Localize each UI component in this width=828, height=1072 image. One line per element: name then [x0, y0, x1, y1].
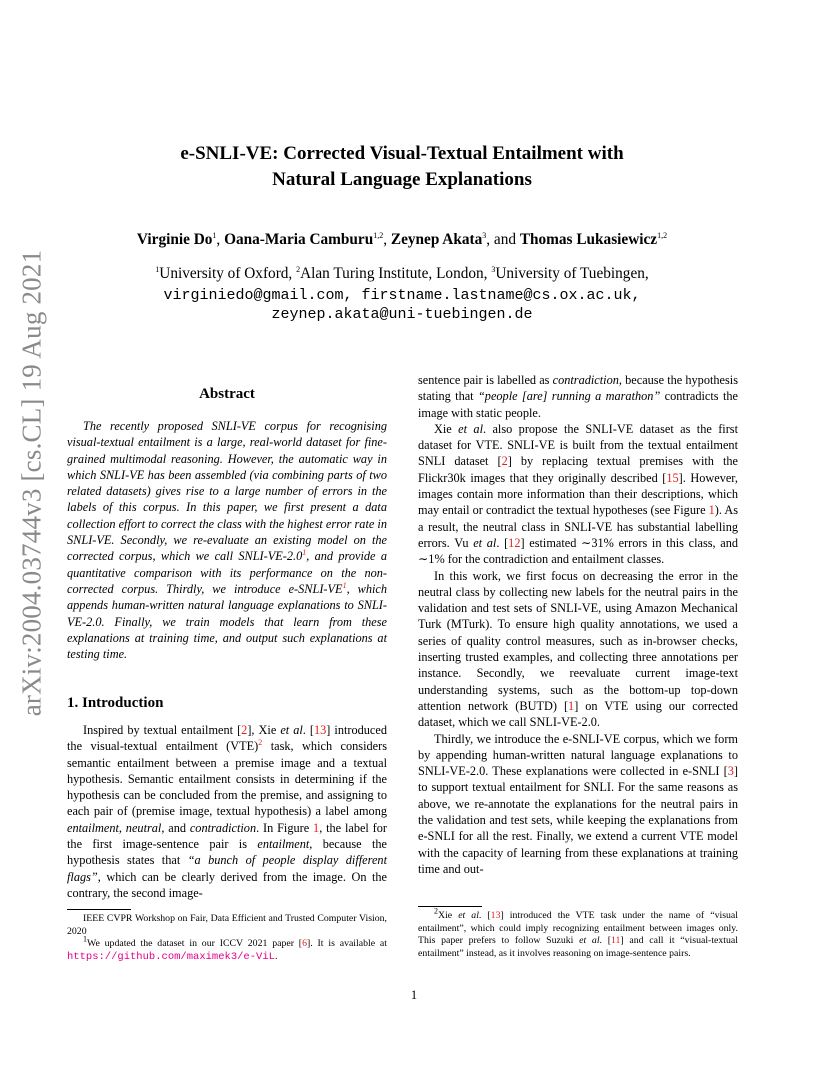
- body-text: , which can be clearly derived from the image. On the contrary, the second image-: [67, 869, 387, 900]
- abstract-heading: Abstract: [199, 386, 255, 402]
- body-text: , the label for the first image-sentence pair is: [67, 820, 388, 852]
- body-text: Inspired by textual entailment [: [83, 723, 242, 737]
- body-text: ] estimated ∼31% errors in this class, and ∼1% for the contradiction and entailment classes.: [418, 535, 739, 567]
- author-affiliation-sup: 1,2: [657, 230, 668, 240]
- arxiv-identifier: arXiv:2004.03744v3 [cs.CL] 19 Aug 2021: [16, 249, 47, 717]
- author-name: Thomas Lukasiewicz: [519, 231, 658, 248]
- footnote-text: We updated the dataset in our ICCV 2021 paper [: [87, 938, 303, 950]
- citation-link[interactable]: 13: [313, 723, 327, 737]
- footnote-text: . [: [478, 910, 491, 921]
- footnote-number: 2: [434, 906, 438, 916]
- citation-link[interactable]: 6: [302, 938, 307, 950]
- body-text-italic: “people [are] running a marathon”: [477, 389, 661, 404]
- affiliation-oxford: University of Oxford,: [159, 265, 297, 282]
- affiliation-sup: 3: [491, 264, 496, 274]
- figure-link[interactable]: 1: [313, 820, 320, 835]
- affiliation-sup: 1: [155, 264, 160, 274]
- body-text: . [: [302, 723, 314, 737]
- title-line-2: Natural Language Explanations: [272, 169, 532, 190]
- body-text-italic: contradiction: [189, 820, 257, 835]
- email-line-2: zeynep.akata@uni-tuebingen.de: [271, 306, 533, 323]
- body-text-italic: entailment: [257, 837, 310, 852]
- arxiv-sidebar: [10, 249, 54, 717]
- footnote-marker[interactable]: 1: [342, 580, 347, 590]
- citation-link[interactable]: 11: [610, 935, 621, 947]
- citation-link[interactable]: 3: [727, 764, 734, 779]
- footnote-marker[interactable]: 2: [258, 738, 263, 748]
- footnotes-left: [67, 913, 387, 963]
- section-heading-introduction: 1. Introduction: [67, 695, 164, 711]
- footnote-text-italic: et al: [579, 935, 600, 947]
- body-text: ] by replacing textual premises with the Flickr30k images that they originally described [: [418, 454, 738, 485]
- author-separator: ,: [216, 231, 225, 248]
- footnotes-right: [418, 906, 738, 960]
- abstract-text: , and provide a quantitative comparison with its performance on the non-corrected corpus. Thirdly, we introduce e-SNLI-VE: [67, 549, 387, 596]
- body-text: Thirdly, we introduce the e-SNLI-VE corpus, which we form by appending human-written natural language explanations to SNLI-VE-2.0. These explanations were collected in e-SNLI [: [418, 731, 738, 779]
- citation-link[interactable]: 12: [508, 535, 521, 550]
- footnote-divider: [418, 906, 482, 907]
- body-text: , because the hypothesis states that: [67, 837, 387, 868]
- footnote-number: 1: [83, 934, 87, 944]
- affiliation-tuebingen: University of Tuebingen,: [495, 265, 649, 282]
- body-text: contradicts the image with static people.: [418, 389, 738, 420]
- body-text-italic: et al: [458, 421, 483, 436]
- body-text: ] on VTE using our corrected dataset, which we call SNLI-VE-2.0.: [418, 698, 738, 730]
- body-text-italic: contradiction: [552, 373, 619, 387]
- body-text: . In Figure: [256, 820, 314, 835]
- figure-link[interactable]: 1: [708, 503, 715, 518]
- footnote-divider: [67, 909, 131, 910]
- conference-note: IEEE CVPR Workshop on Fair, Data Efficient and Trusted Computer Vision, 2020: [67, 913, 387, 937]
- right-column-body: [418, 372, 738, 877]
- body-text-italic: “a bunch of people display different flags”: [67, 853, 387, 884]
- author-affiliation-sup: 1,2: [373, 230, 384, 240]
- title-line-1: e-SNLI-VE: Corrected Visual-Textual Entailment with: [180, 143, 624, 164]
- body-text: Xie: [434, 421, 459, 436]
- affiliation-sup: 2: [296, 264, 301, 274]
- author-affiliation-sup: 3: [482, 230, 487, 240]
- footnote-text: .: [274, 950, 278, 962]
- abstract-text: , which appends human-written natural language explanations to SNLI-VE-2.0. Finally, we train models that learn from these explanations at training time, and output such explanations at testing time.: [67, 581, 387, 662]
- affiliations: [60, 264, 744, 284]
- footnote-text: ]. It is available at: [306, 938, 387, 950]
- author-name: Oana-Maria Camburu: [224, 231, 374, 248]
- body-text: sentence pair is labelled as: [418, 373, 553, 387]
- citation-link[interactable]: 13: [490, 910, 501, 921]
- body-text: . also propose the SNLI-VE dataset as the first dataset for VTE. SNLI-VE is built from the textual entailment SNLI dataset [: [418, 421, 738, 469]
- introduction-body: [67, 722, 387, 901]
- footnote-text: ] and call it “visual-textual entailment” instead, as it involves reasoning on image-sentence pairs.: [418, 935, 738, 959]
- author-name: Virginie Do: [136, 231, 213, 248]
- body-text: and: [164, 820, 190, 835]
- abstract-text: The recently proposed SNLI-VE corpus for recognising visual-textual entailment is a large, real-world dataset for fine-grained multimodal reasoning. However, the automatic way in which SNLI-VE has been assembled (via combining parts of two related datasets) gives rise to a large number of errors in the labels of this corpus. In this paper, we first present a data collection effort to correct the class with the highest error rate in SNLI-VE. Secondly, we re-evaluate an existing model on the corrected corpus, which we call SNLI-VE-2.0: [67, 419, 387, 564]
- body-text: ] to support textual entailment for SNLI. For the same reasons as above, we re-annotate the explanations for the neutral pairs in the validation and test sets, while keeping the explanations from e-SNLI for all the rest. Finally, we extend a current VTE model with the capacity of learning from these explanations at training time and out-: [418, 764, 738, 876]
- dataset-url-link[interactable]: https://github.com/maximek3/e-ViL: [67, 950, 275, 963]
- author-emails: [60, 286, 744, 324]
- author-separator: ,: [383, 231, 391, 248]
- affiliation-turing: Alan Turing Institute, London,: [300, 265, 492, 282]
- citation-link[interactable]: 2: [501, 454, 508, 469]
- body-text: task, which considers semantic entailment between a premise image and a textual hypothesis. Semantic entailment consists in determining if the hypothesis can be concluded from the premise, and assigning to each pair of (premise image, textual hypothesis) a label among: [67, 739, 387, 819]
- body-text: ). As a result, the neutral class in SNLI-VE has substantial labelling errors. Vu: [418, 503, 738, 550]
- citation-link[interactable]: 2: [241, 723, 248, 737]
- body-text-italic: entailment, neutral,: [67, 820, 165, 835]
- body-text-italic: et al: [280, 723, 303, 737]
- footnote-text: . [: [599, 935, 611, 947]
- footnote-text-italic: et al: [458, 910, 479, 921]
- paper-title: [100, 141, 704, 193]
- page-number: 1: [410, 988, 418, 1002]
- author-name: Zeynep Akata: [390, 231, 483, 248]
- footnote-text: ] introduced the VTE task under the name of “visual entailment”, which could imply recognizing entailment between images only. This paper prefers to follow Suzuki: [418, 910, 738, 947]
- body-text-italic: et al: [473, 535, 497, 550]
- author-separator: , and: [486, 231, 520, 248]
- body-text: , because the hypothesis stating that: [418, 373, 738, 404]
- author-list: [60, 231, 744, 249]
- abstract-body: [67, 418, 387, 662]
- body-text: ], Xie: [247, 723, 281, 737]
- citation-link[interactable]: 15: [666, 470, 679, 485]
- body-text: ] introduced the visual-textual entailment (VTE): [67, 723, 387, 754]
- citation-link[interactable]: 1: [568, 698, 575, 713]
- footnote-text: Xie: [438, 910, 459, 921]
- author-affiliation-sup: 1: [212, 230, 217, 240]
- body-text: . [: [496, 535, 509, 550]
- email-line-1: virginiedo@gmail.com, firstname.lastname@cs.ox.ac.uk,: [163, 287, 641, 304]
- body-text: ]. However, images contain more information than their descriptions, which may entail or contradict the textual hypotheses (see Figure: [418, 470, 738, 518]
- footnote-marker[interactable]: 1: [302, 548, 307, 558]
- body-text: In this work, we first focus on decreasing the error in the neutral class by collecting new labels for the neutral pairs in the validation and test sets of SNLI-VE, using Amazon Mechanical Turk (MTurk). To ensure high quality annotations, we used a series of quality control measures, such as in-browser checks, inserting trusted examples, and collecting three annotations per instance. Secondly, we reevaluate current image-text understanding systems, such as the bottom-up top-down attention network (BUTD) [: [418, 568, 738, 713]
